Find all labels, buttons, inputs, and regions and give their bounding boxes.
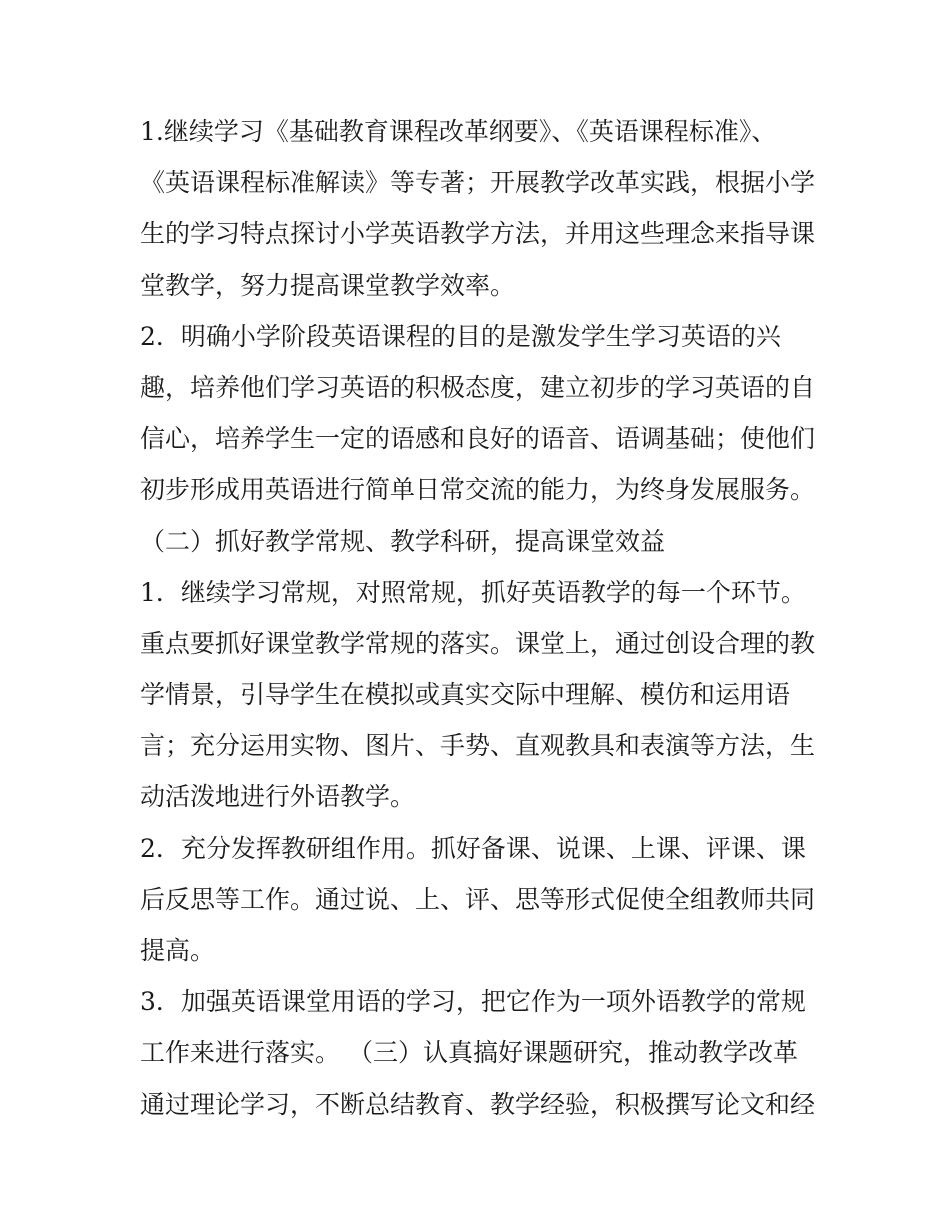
text-line-1: 1.继续学习《基础教育课程改革纲要》、《英语课程标准》、 xyxy=(140,117,777,146)
text-line-5: 2．明确小学阶段英语课程的目的是激发学生学习英语的兴 xyxy=(140,321,781,351)
section-heading-2: （二）抓好教学常规、教学科研，提高课堂效益 xyxy=(140,526,666,556)
document-body xyxy=(140,106,820,1130)
text-line-6: 趣，培养他们学习英语的积极态度，建立初步的学习英语的自 xyxy=(140,372,816,402)
text-line-2: 《英语课程标准解读》等专著；开展教学改革实践，根据小学 xyxy=(140,168,816,198)
text-line-8: 初步形成用英语进行简单日常交流的能力，为终身发展服务。 xyxy=(140,475,816,505)
text-line-16: 后反思等工作。通过说、上、评、思等形式促使全组教师共同 xyxy=(140,884,816,914)
text-line-18: 3．加强英语课堂用语的学习，把它作为一项外语教学的常规 xyxy=(140,987,806,1017)
text-line-19: 工作来进行落实。 （三）认真搞好课题研究，推动教学改革 xyxy=(140,1038,798,1068)
text-line-20: 通过理论学习，不断总结教育、教学经验，积极撰写论文和经 xyxy=(140,1089,816,1119)
text-line-3: 生的学习特点探讨小学英语教学方法，并用这些理念来指导课 xyxy=(140,219,816,249)
text-line-4: 堂教学，努力提高课堂教学效率。 xyxy=(140,270,516,300)
text-line-15: 2．充分发挥教研组作用。抓好备课、说课、上课、评课、课 xyxy=(140,833,806,863)
text-line-7: 信心，培养学生一定的语感和良好的语音、语调基础；使他们 xyxy=(140,424,816,454)
text-line-10: 1．继续学习常规，对照常规，抓好英语教学的每一个环节。 xyxy=(140,577,806,607)
text-line-17: 提高。 xyxy=(140,936,216,965)
text-line-14: 动活泼地进行外语教学。 xyxy=(140,782,416,812)
text-line-12: 学情景，引导学生在模拟或真实交际中理解、模仿和运用语 xyxy=(140,680,791,710)
text-line-13: 言；充分运用实物、图片、手势、直观教具和表演等方法，生 xyxy=(140,731,816,761)
text-line-11: 重点要抓好课堂教学常规的落实。课堂上，通过创设合理的教 xyxy=(140,628,816,658)
